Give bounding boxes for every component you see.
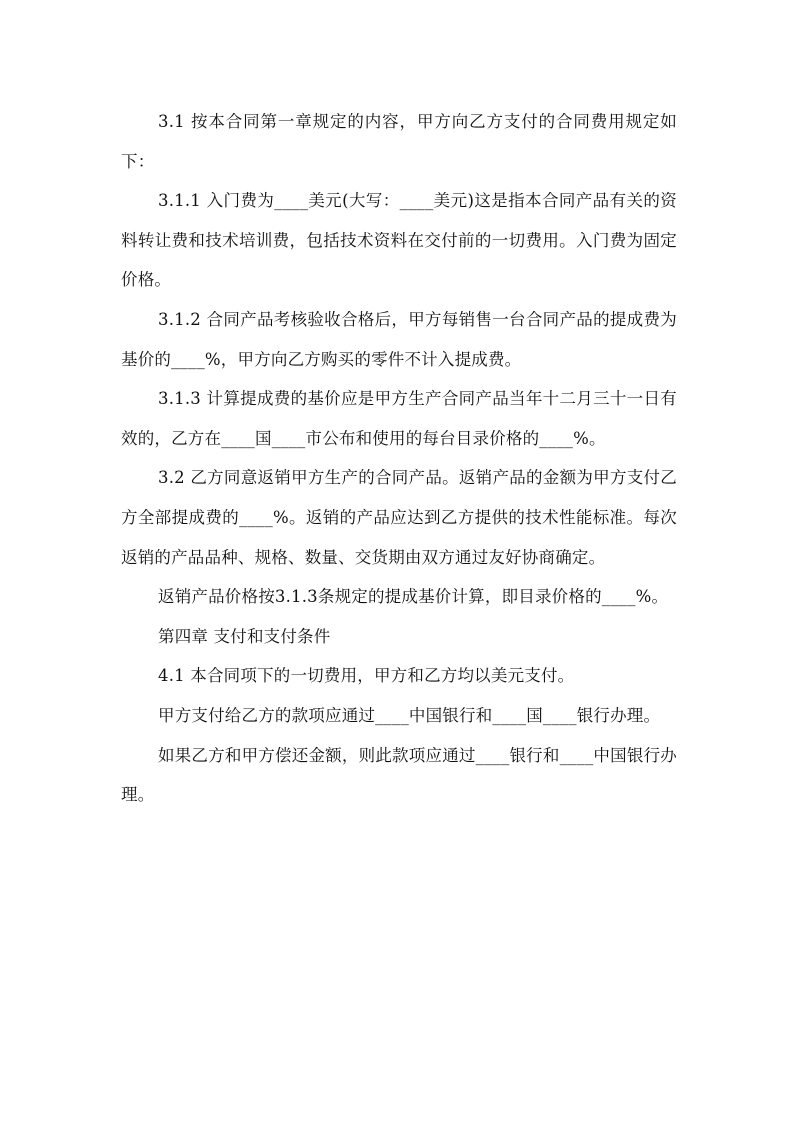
paragraph-party-a-payment: 甲方支付给乙方的款项应通过____中国银行和____国____银行办理。 bbox=[158, 705, 661, 725]
document-page bbox=[121, 102, 677, 815]
paragraph-3-1-1: 3.1.1 入门费为____美元(大写：____美元)这是指本合同产品有关的资料转让费和技术培训费，包括技术资料在交付前的一切费用。入门费为固定价格。 bbox=[121, 191, 677, 290]
paragraph-repayment: 如果乙方和甲方偿还金额，则此款项应通过____银行和____中国银行办理。 bbox=[121, 745, 677, 805]
paragraph-3-1: 3.1 按本合同第一章规定的内容，甲方向乙方支付的合同费用规定如下： bbox=[121, 112, 677, 171]
paragraph-buyback-price: 返销产品价格按3.1.3条规定的提成基价计算，即目录价格的____%。 bbox=[158, 587, 669, 607]
paragraph-3-1-2: 3.1.2 合同产品考核验收合格后，甲方每销售一台合同产品的提成费为基价的____%，甲方向乙方购买的零件不计入提成费。 bbox=[121, 309, 677, 369]
paragraph-3-1-3: 3.1.3 计算提成费的基价应是甲方生产合同产品当年十二月三十一日有效的，乙方在____国____市公布和使用的每台目录价格的____%。 bbox=[121, 389, 677, 448]
chapter-four-heading: 第四章 支付和支付条件 bbox=[158, 626, 331, 646]
paragraph-4-1: 4.1 本合同项下的一切费用，甲方和乙方均以美元支付。 bbox=[158, 666, 575, 686]
paragraph-3-2: 3.2 乙方同意返销甲方生产的合同产品。返销产品的金额为甲方支付乙方全部提成费的____%。返销的产品应达到乙方提供的技术性能标准。每次返销的产品品种、规格、数量、交货期由双方通过友好协商确定。 bbox=[121, 468, 677, 567]
